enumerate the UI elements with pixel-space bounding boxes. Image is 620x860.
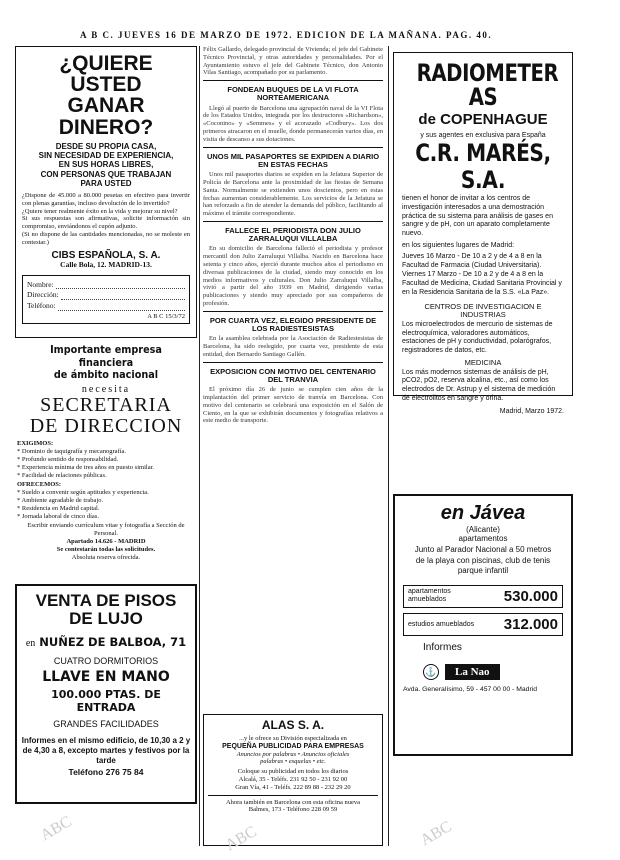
watermark: ABC — [417, 818, 455, 850]
ad-body: ¿Dispone de 45.000 a 80.000 pesetas en efectivo para invertir con plenas garantías, incluso devolución de lo invertido? — [22, 192, 190, 207]
article-body: Llegó al puerto de Barcelona una agrupación naval de la VI Flota de los Estados Unidos, integrada por los destructores «Richardson», «Coconino» y «Semmes» y el acorazado «Codbury». Los dos primeros atracaron en el muelle, donde permanecerán varios días, en visita de descanso a sus dotaciones. — [203, 104, 383, 143]
ad-body: Si sus respuestas son afirmativas, solicite información sin compromiso, enviándonos el cupón adjunto. — [22, 215, 190, 231]
ad-subline: DESDE SU PROPIA CASA, — [55, 142, 157, 152]
brand-name: La Nao — [445, 664, 500, 681]
ad-street-prefix: en — [25, 637, 36, 649]
ad-line: ...y le ofrece su División especializada en — [239, 734, 347, 742]
ad-street-name: NUÑEZ DE BALBOA, 71 — [39, 634, 187, 649]
ad-company: CIBS ESPAÑOLA, S. A. — [51, 249, 161, 261]
divider — [203, 311, 383, 312]
list-item: * Ambiente agradable de trabajo. — [17, 497, 104, 504]
section-label: OFRECEMOS: — [17, 481, 62, 489]
ad-line: Importante empresa financiera — [50, 343, 162, 369]
ad-line: palabras • esquelas • etc. — [260, 758, 326, 766]
ad-line: Anuncios por palabras • Anuncios oficiales — [236, 750, 350, 758]
field-line — [56, 282, 185, 289]
coupon-address-field[interactable] — [27, 291, 185, 300]
column-rule — [388, 46, 389, 846]
section-label: EXIGIMOS: — [17, 440, 54, 448]
ad-subline: PARA USTED — [80, 178, 132, 188]
watermark: ABC — [222, 823, 260, 855]
ad-address: Avda. Generalísimo, 59 - 457 00 00 - Madrid — [403, 686, 537, 694]
watermark: ABC — [37, 813, 75, 845]
ad-title: DE LUJO — [69, 608, 143, 628]
ad-headline: ¿QUIERE USTED — [59, 52, 153, 96]
ad-javea — [393, 494, 573, 756]
ad-body: tienen el honor de invitar a los centros de investigación interesados a una demostración práctica de su sistema para análisis de gases en sangre y de pH, con un aparato completamente nuevo. — [402, 195, 553, 238]
ad-footer: Absoluta reserva ofrecida. — [71, 553, 141, 561]
list-item: * Dominio de taquigrafía y mecanografía. — [17, 448, 127, 456]
divider — [208, 795, 378, 796]
divider — [203, 80, 383, 81]
field-label: Nombre: — [27, 279, 54, 289]
list-item: * Residencia en Madrid capital. — [17, 504, 100, 512]
list-item: * Profundo sentido de responsabilidad. — [17, 456, 119, 464]
price-row — [403, 613, 563, 636]
ad-date: Madrid, Marzo 1972. — [499, 407, 564, 415]
ad-subline: CON PERSONAS QUE TRABAJAN — [40, 169, 172, 179]
ad-subline: SIN NECESIDAD DE EXPERIENCIA, — [38, 151, 174, 161]
ad-subline: EN SUS HORAS LIBRES, — [58, 160, 154, 170]
ad-section-title: CENTROS DE INVESTIGACION E INDUSTRIAS — [424, 301, 542, 320]
price-label: estudios amueblados — [408, 620, 475, 628]
price-label: apartamentos amueblados — [408, 588, 451, 604]
field-line — [61, 293, 185, 300]
ad-body: Los más modernos sistemas de análisis de pH, pCO2, pO2, reserva alcalina, etc., así como los electrodos de Dr. Astrup y el sistema de medición de electrolitos en sangre y orina. — [402, 368, 556, 402]
coupon-form — [22, 275, 190, 325]
list-item: * Sueldo a convenir según aptitudes y experiencia. — [17, 489, 149, 497]
page-header: A B C. JUEVES 16 DE MARZO DE 1972. EDICION DE LA MAÑANA. PAG. 40. — [80, 30, 493, 40]
ad-body: ¿Quiere tener realmente éxito en la vida y mejorar su nivel? — [22, 207, 178, 215]
article-title: POR CUARTA VEZ, ELEGIDO PRESIDENTE DE LOS RADIESTESISTAS — [209, 315, 377, 334]
divider — [203, 362, 383, 363]
ad-title: en Jávea — [440, 502, 526, 524]
ad-company: C.R. MARÉS, S.A. — [415, 139, 551, 194]
ad-footer: Escribir enviando currículum vitae y fotografía a Sección de Personal. — [27, 522, 185, 538]
ad-info: Informes en el mismo edificio, de 10,30 a 2 y de 4,30 a 8, excepto martes y festivos por la tarde — [21, 735, 191, 765]
article-body: En su domicilio de Barcelona falleció el periodista y profesor mercantil don Julio Zarraluqui Villalba. Nacido en Barcelona hace setenta y cinco años, ejerció durante muchos años el periodismo en diversas publicaciones de la ciudad, siendo muy conocido en los medios informativos y culturales. Don Julio Zarraluqui Villalba, vivió a partir del año 1939 en Madrid, dirigiendo varias publicaciones y siendo muy apreciado por sus compañeros de profesión. — [203, 245, 383, 308]
article-title: FALLECE EL PERIODISTA DON JULIO ZARRALUQUI VILLALBA — [225, 225, 361, 244]
ad-secretaria — [15, 344, 197, 576]
ad-title: VENTA DE PISOS — [35, 591, 177, 610]
ad-line: necesita — [81, 383, 131, 395]
field-line — [58, 304, 185, 311]
ad-brand: de COPENHAGUE — [418, 111, 548, 128]
ad-street — [21, 633, 191, 651]
ad-body: (Si no dispone de las cantidades mencionadas, no se moleste en contestar.) — [22, 231, 190, 246]
ad-type: apartamentos — [458, 534, 508, 544]
column-left — [15, 46, 197, 804]
ad-footer: Apartado 14.626 - MADRID — [66, 537, 146, 545]
ad-line: 100.000 PTAS. DE ENTRADA — [51, 688, 161, 714]
ad-line: CUATRO DORMITORIOS — [53, 655, 159, 666]
ship-logo-icon: ⚓ — [423, 664, 439, 680]
ad-line: Balmes, 173 - Teléfono 228 09 59 — [248, 806, 338, 814]
price-value: 530.000 — [503, 587, 558, 605]
ad-line: LLAVE EN MANO — [42, 669, 170, 686]
list-item: * Experiencia mínima de tres años en puesto similar. — [17, 463, 155, 471]
field-label: Dirección: — [27, 290, 59, 300]
ad-radiometer — [393, 52, 573, 415]
ad-intro: y sus agentes en exclusiva para España — [420, 132, 546, 140]
ad-body: en los siguientes lugares de Madrid: — [402, 241, 515, 249]
coupon-name-field[interactable] — [27, 281, 185, 290]
ad-title: SECRETARIA — [40, 394, 172, 417]
article-title: FONDEAN BUQUES DE LA VI FLOTA NORTEAMERICANA — [227, 85, 359, 103]
ad-line: Gran Vía, 41 - Teléfs. 222 89 88 - 232 29 20 — [235, 783, 351, 791]
list-item: * Facilidad de relaciones públicas. — [17, 471, 107, 479]
ad-section-title: MEDICINA — [464, 357, 502, 367]
ad-region: (Alicante) — [466, 525, 500, 534]
column-rule — [199, 46, 200, 846]
ad-line: GRANDES FACILIDADES — [53, 718, 159, 729]
divider — [203, 147, 383, 148]
article-body: En la asamblea celebrada por la Asociación de Radiestesistas de Barcelona, ha sido reelegido, por cuarta vez, presidente de esta entidad, don Bernardo Santiago Gallén. — [203, 335, 383, 358]
column-middle — [203, 46, 383, 814]
ad-desc: Junto al Parador Nacional a 50 metros de la playa con piscinas, club de tenis parque infantil — [414, 545, 552, 576]
ad-title: ALAS S. A. — [261, 718, 325, 732]
ad-line: Alcalá, 35 - Teléfs. 231 92 50 - 231 92 00 — [238, 776, 348, 784]
ad-line: Coloque su publicidad en todos los diarios — [237, 768, 349, 776]
ad-phone: Teléfono 276 75 84 — [68, 766, 144, 777]
ad-footer: Se contestarán todas las solicitudes. — [56, 545, 156, 553]
ad-pisos — [15, 584, 197, 804]
ad-alas — [203, 714, 383, 846]
ad-body: Los microelectrodos de mercurio de sistemas de electroquímica, valoradores automáticos, estaciones de pH y conductividad, polarógrafos, registradores de datos, etc. — [402, 320, 553, 355]
ad-line: PEQUEÑA PUBLICIDAD PARA EMPRESAS — [222, 742, 364, 750]
ad-line: de ámbito nacional — [53, 368, 159, 382]
price-row — [403, 585, 563, 608]
field-label: Teléfono: — [27, 300, 56, 310]
ad-address: Calle Bola, 12. MADRID-13. — [60, 260, 152, 270]
ad-line: Ahora también en Barcelona con esta oficina nueva — [225, 798, 361, 806]
article-title: UNOS MIL PASAPORTES SE EXPIDEN A DIARIO EN ESTAS FECHAS — [206, 151, 380, 169]
price-value: 312.000 — [503, 615, 558, 633]
coupon-phone-field[interactable] — [27, 302, 185, 311]
ad-body: Viernes 17 Marzo - De 10 a 2 y de 4 a 8 en la Facultad de Medicina, Ciudad Sanitaria Provincial y en la Residencia Sanitaria de la S.S. «La Paz». — [402, 271, 562, 296]
column-right — [393, 46, 573, 756]
ad-headline: GANAR DINERO? — [58, 94, 154, 140]
ad-title: DE DIRECCION — [29, 415, 183, 438]
list-item: * Jornada laboral de cinco días. — [17, 512, 99, 520]
offers-list — [17, 489, 195, 520]
article-body: Unos mil pasaportes diarios se expiden en la Jefatura Superior de Policía de Barcelona ante la proximidad de las fiestas de Semana Santa. Normalmente se extienden unos doscientos, pero en estas fechas aumentan considerablemente. Los servicios de la Jefatura se han reforzado a fin de atender la demanda del público, facilitando al máximo el trámite correspondiente. — [203, 171, 383, 218]
divider — [203, 221, 383, 222]
requirements-list — [17, 448, 195, 479]
article-title: EXPOSICION CON MOTIVO DEL CENTENARIO DEL TRANVIA — [210, 366, 376, 384]
info-label: Informes — [423, 642, 462, 654]
brand-row — [403, 664, 563, 681]
ad-body: Jueves 16 Marzo - De 10 a 2 y de 4 a 8 en la Facultad de Farmacia (Ciudad Universitaria). — [402, 252, 542, 269]
article-body: El próximo día 26 de junio se cumplen cien años de la implantación del primer servicio de tranvía en Barcelona. Con motivo del centenario se celebrará una exposición en el Salón de Ciento, en la que se exhibirán documentos y fotografías relativos a este medio de transporte. — [203, 386, 383, 425]
article-intro: Félix Gallardo, delegado provincial de Vivienda; el jefe del Gabinete Técnico Provincial, y otras autoridades y personalidades. Por el Ayuntamiento estuvo el jefe del Gabinete Técnico, don Antonio Vilas Santiago, acompañado por su parlamento. — [203, 46, 383, 77]
coupon-code: A B C 15/3/72 — [147, 312, 185, 320]
ad-cibs — [15, 46, 197, 338]
ad-brand: RADIOMETER AS — [416, 59, 559, 111]
